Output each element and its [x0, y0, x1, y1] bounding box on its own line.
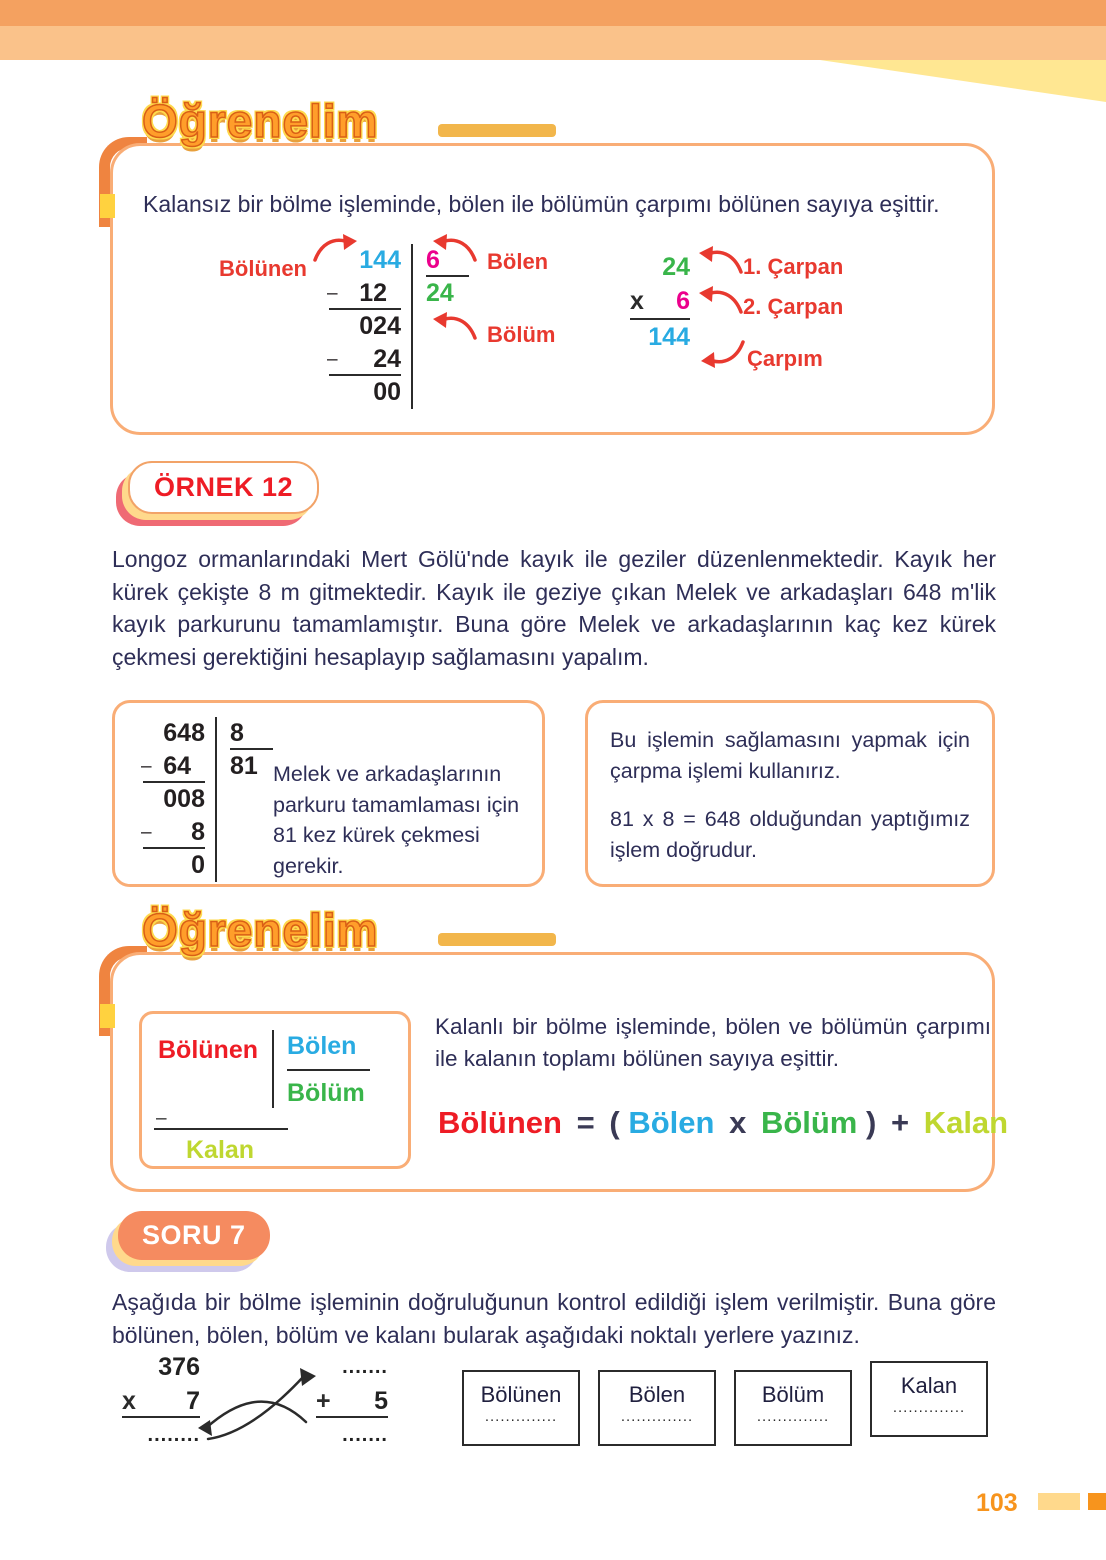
- multiplication-24x6: [630, 250, 690, 352]
- subtracted-value: 64: [163, 752, 191, 780]
- page-number: 103: [976, 1489, 1018, 1517]
- learn1-intro-text: Kalansız bir bölme işleminde, bölen ile bölümün çarpımı bölünen sayıya eşittir.: [143, 191, 940, 217]
- minus-sign: –: [141, 822, 152, 843]
- mult-result-dots: ........: [147, 1424, 200, 1446]
- add-top-dots: .......: [342, 1356, 388, 1378]
- answer-box-dots: ..............: [756, 1408, 830, 1425]
- open-paren: (: [609, 1105, 620, 1140]
- footer-bar-dark: [1088, 1493, 1106, 1510]
- times-sign: x: [122, 1387, 136, 1415]
- add-value-row: [316, 1384, 388, 1418]
- mult-factor-value: 7: [186, 1387, 200, 1415]
- dividend-value: 648: [163, 719, 205, 747]
- subtracted-value: 8: [191, 818, 205, 846]
- gold-bar: [438, 933, 556, 946]
- answer-box-label: Bölünen: [480, 1382, 562, 1407]
- division-diagram-box: [139, 1011, 411, 1169]
- division-left-column: [143, 717, 205, 882]
- factor2-value: 6: [676, 287, 690, 315]
- answer-box-bolum: [734, 1370, 852, 1446]
- formula-divisor: Bölen: [628, 1105, 715, 1140]
- example-heading: ÖRNEK 12: [128, 461, 319, 514]
- answer-box-label: Kalan: [900, 1373, 958, 1398]
- product-value: 144: [630, 318, 690, 352]
- curved-arrow-icon: [699, 338, 747, 370]
- division-right-column: [411, 244, 469, 409]
- answer-box-label: Bölüm: [761, 1382, 825, 1407]
- minus-sign: –: [156, 1108, 167, 1129]
- curved-arrow-icon: [697, 244, 745, 276]
- learn-box-1: [110, 143, 995, 435]
- times-sign: x: [729, 1105, 747, 1140]
- answer-box-bolen: [598, 1370, 716, 1446]
- check-line-2: 81 x 8 = 648 olduğundan yaptığımız işlem doğrudur.: [610, 807, 970, 862]
- add-result-dots: .......: [342, 1424, 388, 1446]
- diagram-right-column: [272, 1030, 370, 1108]
- factor2-row: [630, 284, 690, 318]
- ogrenelim-logo: Öğrenelim: [142, 95, 379, 147]
- formula-quotient: Bölüm: [760, 1105, 858, 1140]
- long-division-648-8: [143, 717, 273, 882]
- diagram-quotient: Bölüm: [287, 1079, 365, 1107]
- remainder-row: 024: [359, 312, 401, 340]
- factor2-label: 2. Çarpan: [743, 294, 844, 319]
- check-box: [585, 700, 995, 887]
- factor1-label: 1. Çarpan: [743, 254, 844, 279]
- solution-box: [112, 700, 545, 887]
- ogrenelim-logo: Öğrenelim: [142, 904, 379, 956]
- product-label: Çarpım: [747, 346, 823, 371]
- quotient-value: 81: [230, 752, 258, 780]
- minus-sign: –: [141, 756, 152, 777]
- mult-factor-row: [122, 1384, 200, 1418]
- diagram-remainder: Kalan: [186, 1136, 255, 1164]
- footer-bar-light: [1038, 1493, 1080, 1510]
- question-heading: SORU 7: [118, 1211, 270, 1260]
- top-strip-dark: [0, 0, 1106, 26]
- addition-work: [316, 1350, 388, 1452]
- times-sign: x: [630, 287, 644, 315]
- answer-box-dots: ..............: [484, 1408, 558, 1425]
- subtraction-row: [329, 277, 401, 310]
- yellow-square-accent: [100, 194, 115, 218]
- subtraction-row: [143, 816, 205, 849]
- curved-arrow-icon: [697, 284, 745, 316]
- answer-box-kalan: [870, 1361, 988, 1437]
- mult-top-value: 376: [158, 1353, 200, 1381]
- answer-boxes: [462, 1370, 988, 1446]
- divisor-value: 6: [426, 244, 469, 277]
- remainder-row: 00: [373, 378, 401, 406]
- subtracted-value: 24: [373, 345, 401, 373]
- diagram-dividend: Bölünen: [158, 1036, 258, 1064]
- multiplication-work: [122, 1350, 200, 1452]
- question-text: Aşağıda bir bölme işleminin doğruluğunun kontrol edildiği işlem verilmiştir. Buna göre bölünen, bölen, bölüm ve kalanı bularak aşağıdaki noktalı yerlere yazınız.: [112, 1289, 996, 1348]
- answer-box-dots: ..............: [620, 1408, 694, 1425]
- remainder-row: 0: [191, 851, 205, 879]
- plus-sign: +: [890, 1105, 910, 1140]
- divisor-value: 8: [230, 717, 273, 750]
- dividend-value: 144: [359, 246, 401, 274]
- remainder-row: 008: [163, 785, 205, 813]
- learn2-text: Kalanlı bir bölme işleminde, bölen ve bölümün çarpımı ile kalanın toplamı bölünen sayıya eşittir.: [435, 1014, 991, 1071]
- formula-dividend: Bölünen: [438, 1105, 562, 1140]
- quotient-value: 24: [426, 279, 454, 307]
- division-right-column: [215, 717, 273, 882]
- check-line-1: Bu işlemin sağlamasını yapmak için çarpma işlemi kullanırız.: [610, 728, 970, 783]
- equals-sign: =: [576, 1105, 595, 1140]
- plus-sign: +: [316, 1387, 331, 1415]
- answer-box-dots: ..............: [892, 1399, 966, 1416]
- division-formula: [435, 1105, 1011, 1141]
- subtraction-line: [154, 1128, 288, 1130]
- swap-arrows-icon: [198, 1364, 320, 1464]
- dividend-label: Bölünen: [219, 256, 307, 281]
- formula-remainder: Kalan: [923, 1105, 1009, 1140]
- divisor-label: Bölen: [487, 249, 549, 274]
- long-division-144-6: [329, 244, 469, 409]
- subtraction-row: [329, 343, 401, 376]
- minus-sign: –: [327, 283, 338, 304]
- top-yellow-wedge: [820, 60, 1106, 102]
- factor1-value: 24: [662, 253, 690, 281]
- add-value: 5: [374, 1387, 388, 1415]
- minus-sign: –: [327, 349, 338, 370]
- division-left-column: [329, 244, 401, 409]
- diagram-top: [142, 1014, 408, 1108]
- top-strip-light: [0, 26, 1106, 60]
- solution-note: Melek ve arkadaşlarının parkuru tamamlaması için 81 kez kürek çekmesi gerekir.: [273, 762, 520, 878]
- answer-box-bolunen: [462, 1370, 580, 1446]
- learn-box-2: [110, 952, 1009, 1192]
- diagram-divisor: Bölen: [287, 1030, 370, 1071]
- gold-bar: [438, 124, 556, 137]
- subtraction-row: [143, 750, 205, 783]
- close-paren: ): [866, 1105, 877, 1140]
- yellow-square-accent: [100, 1004, 115, 1028]
- answer-box-label: Bölen: [628, 1382, 686, 1407]
- example-paragraph: Longoz ormanlarındaki Mert Gölü'nde kayık ile geziler düzenlenmektedir. Kayık her kürek çekişte 8 m gitmektedir. Kayık ile geziye çıkan Melek ve arkadaşları 648 m'lik kayık parkurunu tamamlamıştır. Buna göre Melek ve arkadaşlarının kaç kez kürek çekmesi gerektiğini hesaplayıp sağlamasını yapalım.: [112, 546, 996, 670]
- subtracted-value: 12: [359, 279, 387, 307]
- quotient-label: Bölüm: [487, 322, 556, 347]
